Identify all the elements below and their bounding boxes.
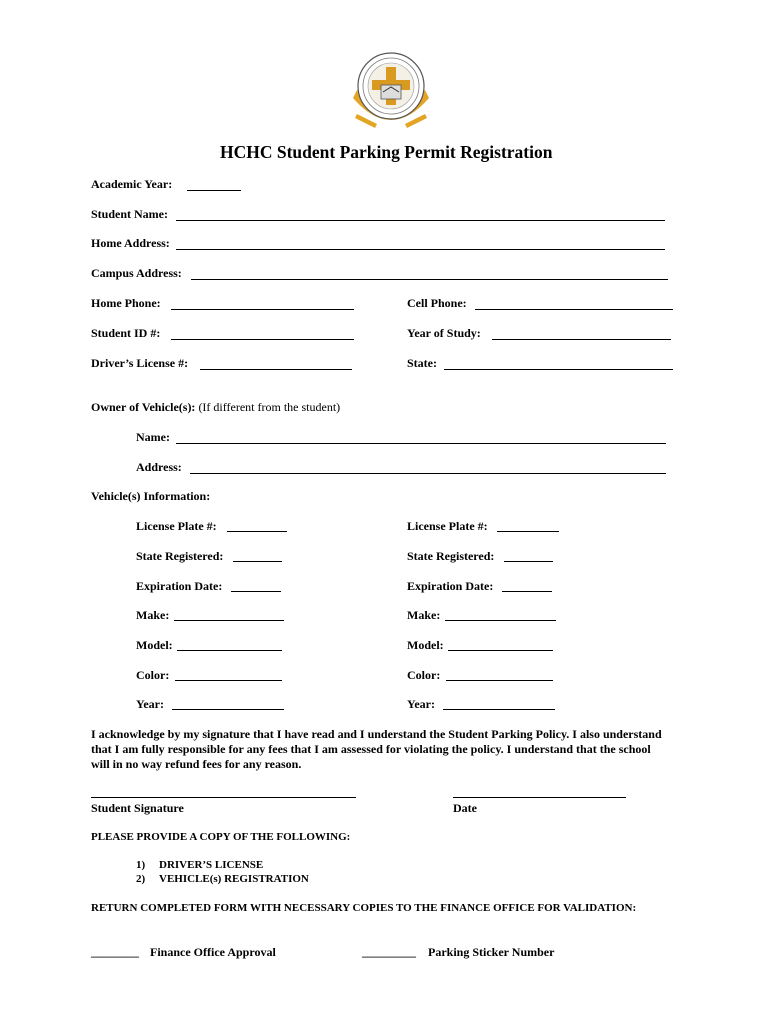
v1-color-field[interactable] [175,680,282,681]
year-of-study-label: Year of Study: [407,326,481,340]
finance-approval-label: Finance Office Approval [150,945,276,959]
v2-state-registered-field[interactable] [504,561,553,562]
v2-expiration-date-field[interactable] [502,591,552,592]
student-name-label: Student Name: [91,207,168,221]
copies-heading: PLEASE PROVIDE A COPY OF THE FOLLOWING: [91,831,351,843]
v1-model-field[interactable] [177,650,282,651]
campus-address-label: Campus Address: [91,266,182,280]
cell-phone-field[interactable] [475,309,673,310]
v1-model-label: Model: [136,638,173,652]
owner-name-label: Name: [136,430,170,444]
v2-state-registered-label: State Registered: [407,549,495,563]
copies-item-text: DRIVER’S LICENSE [159,859,264,871]
date-field[interactable] [453,797,626,798]
student-name-field[interactable] [176,220,665,221]
v1-expiration-date-label: Expiration Date: [136,579,223,593]
college-seal-logo [345,50,437,132]
state-label: State: [407,356,437,370]
copies-item-num: 1) [136,859,146,871]
v2-license-plate-field[interactable] [497,531,559,532]
v1-state-registered-label: State Registered: [136,549,224,563]
v1-license-plate-field[interactable] [227,531,287,532]
v1-make-field[interactable] [174,620,284,621]
owner-address-field[interactable] [190,473,666,474]
v2-model-field[interactable] [448,650,553,651]
home-address-label: Home Address: [91,236,170,250]
return-note: RETURN COMPLETED FORM WITH NECESSARY COPIES TO THE FINANCE OFFICE FOR VALIDATION: [91,902,637,914]
year-of-study-field[interactable] [492,339,671,340]
home-phone-label: Home Phone: [91,296,161,310]
v1-year-field[interactable] [172,709,284,710]
v2-color-label: Color: [407,668,441,682]
v2-expiration-date-label: Expiration Date: [407,579,494,593]
owner-heading-label: Owner of Vehicle(s): [91,400,196,414]
v1-state-registered-field[interactable] [233,561,282,562]
v1-color-label: Color: [136,668,170,682]
finance-approval-blank[interactable]: ________ [91,945,139,959]
vehicle-heading: Vehicle(s) Information: [91,489,211,503]
v2-year-field[interactable] [443,709,555,710]
copies-item-text: VEHICLE(s) REGISTRATION [159,873,309,885]
home-phone-field[interactable] [171,309,354,310]
v2-make-field[interactable] [445,620,556,621]
owner-address-label: Address: [136,460,182,474]
student-signature-field[interactable] [91,797,356,798]
home-address-field[interactable] [176,249,665,250]
parking-sticker-label: Parking Sticker Number [428,945,555,959]
v1-year-label: Year: [136,697,164,711]
v2-color-field[interactable] [446,680,553,681]
drivers-license-field[interactable] [200,369,352,370]
state-field[interactable] [444,369,673,370]
v1-make-label: Make: [136,608,170,622]
date-label: Date [453,801,477,815]
v2-model-label: Model: [407,638,444,652]
academic-year-label: Academic Year: [91,177,173,191]
v2-year-label: Year: [407,697,435,711]
page-title: HCHC Student Parking Permit Registration [220,142,553,162]
owner-name-field[interactable] [176,443,666,444]
campus-address-field[interactable] [191,279,668,280]
academic-year-field[interactable] [187,190,241,191]
copies-item-num: 2) [136,873,146,885]
v1-license-plate-label: License Plate #: [136,519,217,533]
cell-phone-label: Cell Phone: [407,296,467,310]
drivers-license-label: Driver’s License #: [91,356,189,370]
student-id-field[interactable] [171,339,354,340]
owner-heading [91,400,340,415]
acknowledgement-text: I acknowledge by my signature that I have read and I understand the Student Parking Policy. I also understand that I am fully responsible for any fees that I am assessed for violating the policy. I understand that the school will in no way refund fees for any reason. [91,727,662,771]
student-id-label: Student ID #: [91,326,161,340]
student-signature-label: Student Signature [91,801,184,815]
v1-expiration-date-field[interactable] [231,591,281,592]
owner-note: (If different from the student) [198,400,341,414]
v2-license-plate-label: License Plate #: [407,519,488,533]
v2-make-label: Make: [407,608,441,622]
parking-sticker-blank[interactable]: _________ [362,945,416,959]
